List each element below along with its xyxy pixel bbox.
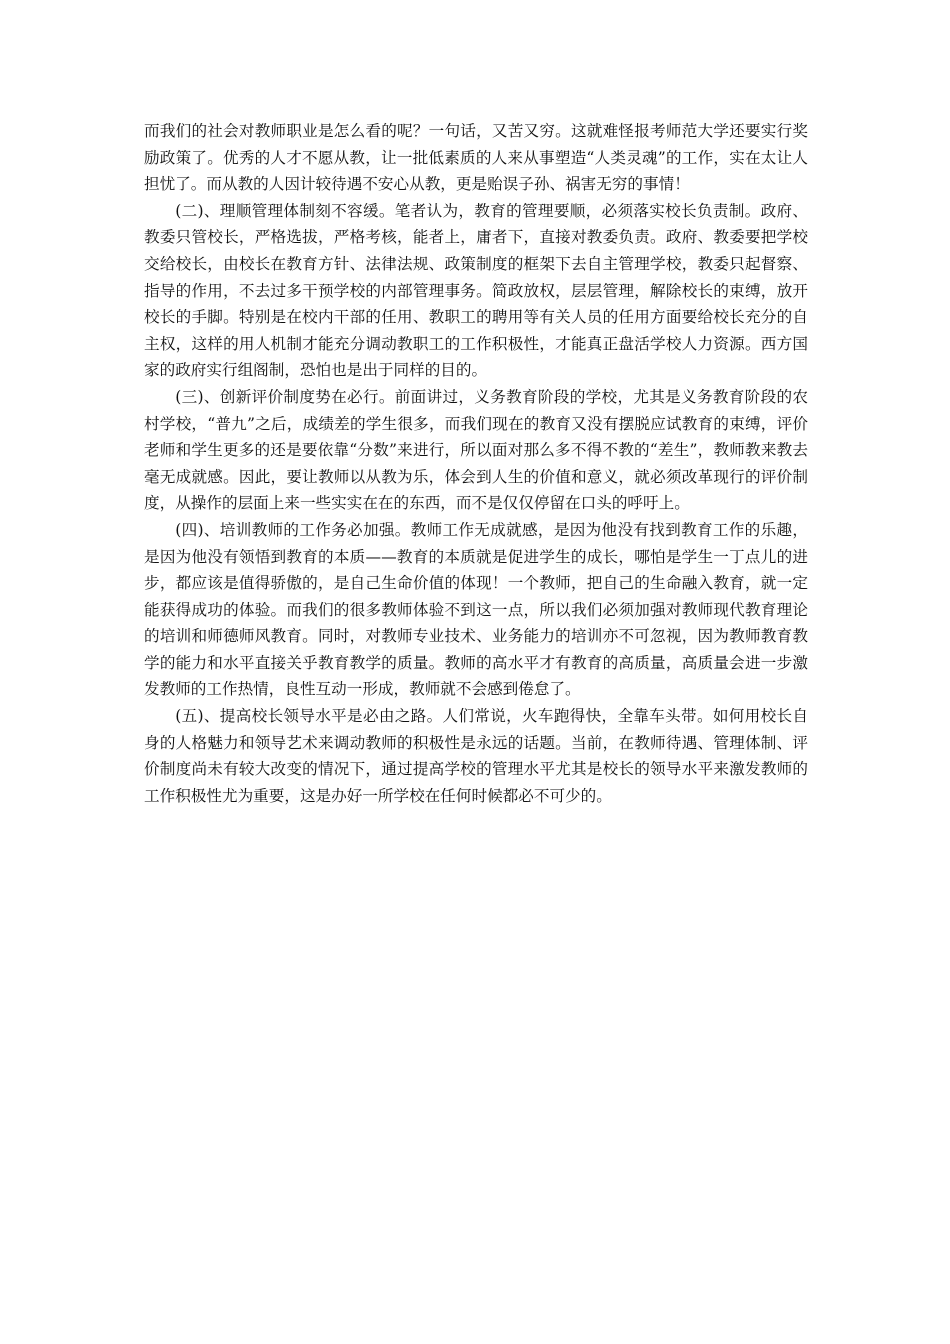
paragraph-evaluation-system: (三)、创新评价制度势在必行。前面讲过，义务教育阶段的学校，尤其是义务教育阶段的农村学校，“普九”之后，成绩差的学生很多，而我们现在的教育又没有摆脱应试教育的束缚，评价老师和学生更多的还是要依靠“分数”来进行，所以面对那么多不得不教的“差生”，教师教来教去毫无成就感。因此，要让教师以从教为乐，体会到人生的价值和意义，就必须改革现行的评价制度，从操作的层面上来一些实实在在的东西，而不是仅仅停留在口头的呼吁上。: [144, 387, 808, 513]
document-body: [144, 118, 808, 809]
paragraph-management-system: (二)、理顺管理体制刻不容缓。笔者认为，教育的管理要顺，必须落实校长负责制。政府、教委只管校长，严格选拔，严格考核，能者上，庸者下，直接对教委负责。政府、教委要把学校交给校长，由校长在教育方针、法律法规、政策制度的框架下去自主管理学校，教委只起督察、指导的作用，不去过多干预学校的内部管理事务。简政放权，层层管理，解除校长的束缚，放开校长的手脚。特别是在校内干部的任用、教职工的聘用等有关人员的任用方面要给校长充分的自主权，这样的用人机制才能充分调动教职工的工作积极性，才能真正盘活学校人力资源。西方国家的政府实行组阁制，恐怕也是出于同样的目的。: [144, 201, 808, 380]
paragraph-continuation: 而我们的社会对教师职业是怎么看的呢？一句话，又苦又穷。这就难怪报考师范大学还要实行奖励政策了。优秀的人才不愿从教，让一批低素质的人来从事塑造“人类灵魂”的工作，实在太让人担忧了。而从教的人因计较待遇不安心从教，更是贻误子孙、祸害无穷的事情！: [144, 122, 808, 194]
paragraph-teacher-training: (四)、培训教师的工作务必加强。教师工作无成就感，是因为他没有找到教育工作的乐趣，是因为他没有领悟到教育的本质——教育的本质就是促进学生的成长，哪怕是学生一丁点儿的进步，都应该是值得骄傲的，是自己生命价值的体现！一个教师，把自己的生命融入教育，就一定能获得成功的体验。而我们的很多教师体验不到这一点，所以我们必须加强对教师现代教育理论的培训和师德师风教育。同时，对教师专业技术、业务能力的培训亦不可忽视，因为教师教育教学的能力和水平直接关乎教育教学的质量。教师的高水平才有教育的高质量，高质量会进一步激发教师的工作热情，良性互动一形成，教师就不会感到倦怠了。: [144, 520, 808, 699]
paragraph-principal-leadership: (五)、提高校长领导水平是必由之路。人们常说，火车跑得快，全靠车头带。如何用校长自身的人格魅力和领导艺术来调动教师的积极性是永远的话题。当前，在教师待遇、管理体制、评价制度尚未有较大改变的情况下，通过提高学校的管理水平尤其是校长的领导水平来激发教师的工作积极性尤为重要，这是办好一所学校在任何时候都必不可少的。: [144, 707, 808, 805]
